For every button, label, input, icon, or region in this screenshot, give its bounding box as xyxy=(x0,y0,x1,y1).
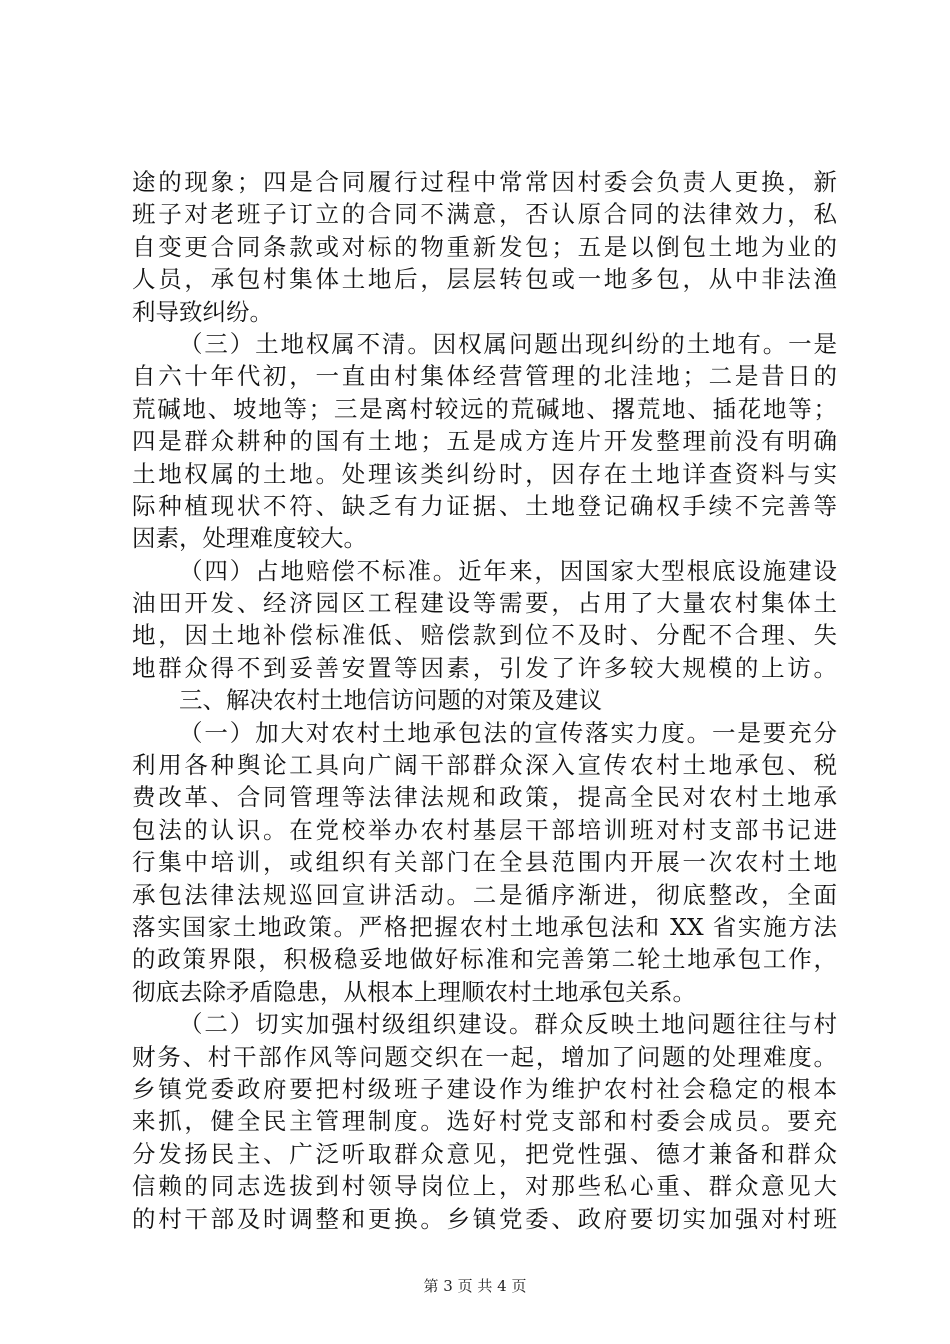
text-line: 因素，处理难度较大。 xyxy=(132,524,367,553)
text-line: 际种植现状不符、缺乏有力证据、土地登记确权手续不完善等 xyxy=(132,491,837,520)
text-line: 三、解决农村土地信访问题的对策及建议 xyxy=(179,686,602,715)
text-line: 来抓，健全民主管理制度。选好村党支部和村委会成员。要充 xyxy=(132,1107,837,1136)
text-line: 乡镇党委政府要把村级班子建设作为维护农村社会稳定的根本 xyxy=(132,1074,837,1103)
text-line: 落实国家土地政策。严格把握农村土地承包法和 XX 省实施方法 xyxy=(132,912,837,941)
text-line: 包法的认识。在党校举办农村基层干部培训班对村支部书记进 xyxy=(132,815,837,844)
text-line: 承包法律法规巡回宣讲活动。二是循序渐进，彻底整改，全面 xyxy=(132,880,837,909)
text-line: 班子对老班子订立的合同不满意，否认原合同的法律效力，私 xyxy=(132,200,837,229)
text-line: 地群众得不到妥善安置等因素，引发了许多较大规模的上访。 xyxy=(132,653,837,682)
text-line: 利用各种舆论工具向广阔干部群众深入宣传农村土地承包、税 xyxy=(132,751,837,780)
text-line: 财务、村干部作风等问题交织在一起，增加了问题的处理难度。 xyxy=(132,1042,837,1071)
page-footer: 第 3 页 共 4 页 xyxy=(423,1277,527,1295)
text-line: 分发扬民主、广泛听取群众意见，把党性强、德才兼备和群众 xyxy=(132,1139,837,1168)
text-line: 行集中培训，或组织有关部门在全县范围内开展一次农村土地 xyxy=(132,848,837,877)
text-line: 的政策界限，积极稳妥地做好标准和完善第二轮土地承包工作， xyxy=(132,945,837,974)
text-line: 四是群众耕种的国有土地；五是成方连片开发整理前没有明确 xyxy=(132,427,837,456)
text-line: 油田开发、经济园区工程建设等需要，占用了大量农村集体土 xyxy=(132,589,837,618)
text-line: 信赖的同志选拔到村领导岗位上，对那些私心重、群众意见大 xyxy=(132,1172,837,1201)
text-line: 费改革、合同管理等法律法规和政策，提高全民对农村土地承 xyxy=(132,783,837,812)
text-line: 自六十年代初，一直由村集体经营管理的北洼地；二是昔日的 xyxy=(132,362,837,391)
text-line: （二）切实加强村级组织建设。群众反映土地问题往往与村 xyxy=(179,1010,837,1039)
text-line: 自变更合同条款或对标的物重新发包；五是以倒包土地为业的 xyxy=(132,232,837,261)
body-text xyxy=(132,166,837,1235)
text-line: （四）占地赔偿不标准。近年来，因国家大型根底设施建设 xyxy=(179,556,837,585)
text-line: 人员，承包村集体土地后，层层转包或一地多包，从中非法渔 xyxy=(132,265,837,294)
text-line: 荒碱地、坡地等；三是离村较远的荒碱地、撂荒地、插花地等； xyxy=(132,394,837,423)
text-line: 途的现象；四是合同履行过程中常常因村委会负责人更换，新 xyxy=(132,168,837,196)
text-line: 利导致纠纷。 xyxy=(132,297,273,326)
text-line: 地，因土地补偿标准低、赔偿款到位不及时、分配不合理、失 xyxy=(132,621,837,650)
text-line: （三）土地权属不清。因权属问题出现纠纷的土地有。一是 xyxy=(179,329,837,358)
text-line: 的村干部及时调整和更换。乡镇党委、政府要切实加强对村班 xyxy=(132,1204,837,1233)
text-line: 土地权属的土地。处理该类纠纷时，因存在土地详查资料与实 xyxy=(132,459,837,488)
text-line: 彻底去除矛盾隐患，从根本上理顺农村土地承包关系。 xyxy=(132,977,696,1006)
text-line: （一）加大对农村土地承包法的宣传落实力度。一是要充分 xyxy=(179,718,837,747)
